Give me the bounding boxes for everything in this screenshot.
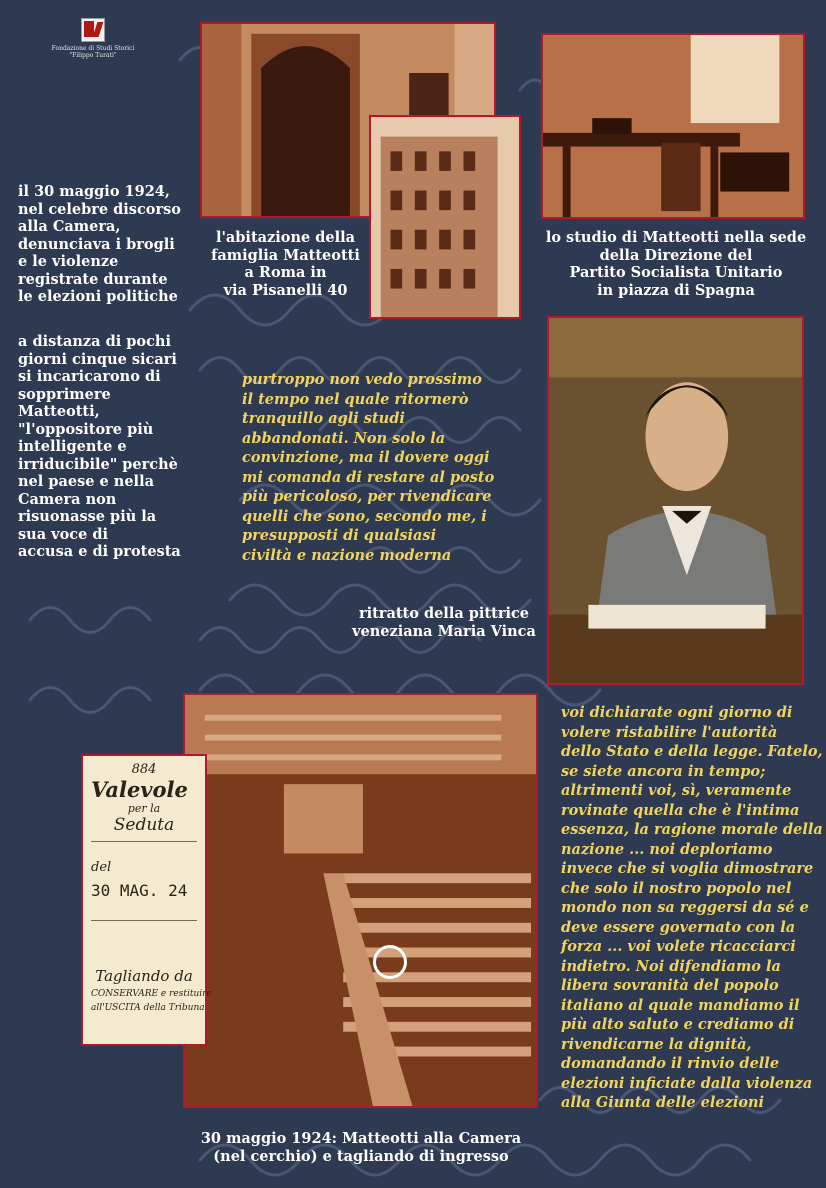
- logo-org-line2: "Filippo Turati": [69, 52, 117, 59]
- ticket-seduta: Seduta: [91, 815, 197, 842]
- caption-studio: lo studio di Matteotti nella sede della Direzione del Partito Socialista Unitario in piazza di Spagna: [545, 229, 807, 299]
- studio-photo: [541, 33, 805, 219]
- logo-org-line1: Fondazione di Studi Storici: [51, 45, 135, 52]
- matteotti-circle-marker: [373, 945, 407, 979]
- ticket-per-la: per la: [127, 802, 161, 815]
- ticket-line2: CONSERVARE e restituire: [91, 989, 212, 999]
- left-paragraph-1: il 30 maggio 1924, nel celebre discorso alla Camera, denunciava i brogli e le violenze registrate durante le elezioni politiche: [18, 183, 181, 305]
- foundation-logo: [46, 18, 140, 59]
- portrait-painting: [547, 316, 804, 685]
- ticket-number: 884: [131, 762, 157, 777]
- ticket-line1: Tagliando da: [95, 967, 193, 985]
- ticket-title: Valevole: [91, 777, 188, 802]
- left-paragraph-2: a distanza di pochi giorni cinque sicari si incaricarono di sopprimere Matteotti, "l'oppositore più intelligente e irriducibile" perchè nel paese e nella Camera non risuonasse più la sua voce di accusa e di protesta: [18, 333, 181, 560]
- caption-portrait: ritratto della pittrice veneziana Maria Vinca: [352, 605, 536, 640]
- admission-ticket: [81, 754, 212, 1046]
- ticket-line3: all'USCITA della Tribuna: [91, 1003, 205, 1013]
- ticket-date-stamp: 30 MAG. 24: [91, 881, 197, 921]
- caption-chamber: 30 maggio 1924: Matteotti alla Camera (nel cerchio) e tagliando di ingresso: [200, 1130, 522, 1165]
- ticket-del: del: [91, 860, 112, 875]
- building-photo: [369, 115, 521, 319]
- quote-speech: voi dichiarate ogni giorno di volere ristabilire l'autorità dello Stato e della legge. Fatelo, se siete ancora in tempo; altrimenti voi, sì, veramente rovinate quella che è l'intima essenza, la ragione morale della nazione ... noi deploriamo invece che si voglia dimostrare che solo il nostro popolo nel mondo non sa reggersi da sé e deve essere governato con la forza ... voi volete ricacciarci indietro. Noi difendiamo la libera sovranità del popolo italiano al quale mandiamo il più alto saluto e crediamo di rivendicarne la dignità, domandando il rinvio delle elezioni inficiate dalla violenza alla Giunta delle elezioni: [561, 704, 823, 1111]
- caption-house: l'abitazione della famiglia Matteotti a Roma in via Pisanelli 40: [211, 229, 360, 299]
- chamber-photo: [183, 693, 538, 1108]
- fondazione-logo-icon: [81, 18, 105, 42]
- quote-studies: purtroppo non vedo prossimo il tempo nel quale ritornerò tranquillo agli studi abbandonati. Non solo la convinzione, ma il dovere oggi mi comanda di restare al posto più pericoloso, per rivendicare quelli che sono, secondo me, i presupposti di qualsiasi civiltà e nazione moderna: [242, 371, 495, 564]
